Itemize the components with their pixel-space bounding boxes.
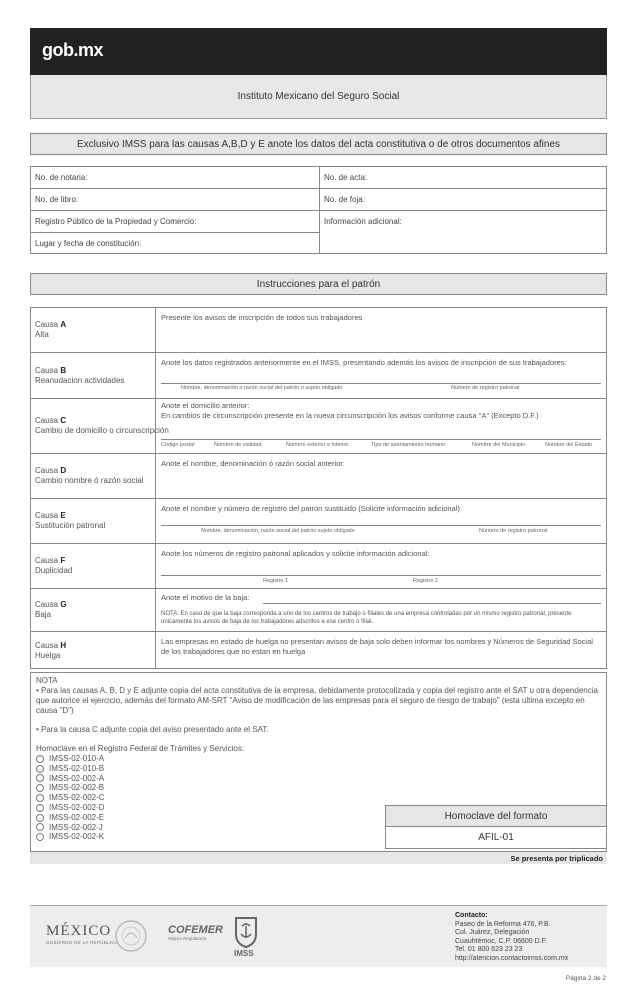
causa-text-a: Presente los avisos de inscripción de todos sus trabajadores — [161, 313, 363, 322]
homoclave-option[interactable]: IMSS-02-002-J — [36, 823, 601, 833]
causas-table — [30, 307, 607, 669]
causa-label-e: Causa E Sustitución patronal — [35, 511, 106, 530]
footer — [30, 905, 607, 967]
causa-g-input-line[interactable] — [263, 603, 601, 604]
causa-g-nota: NOTA: En caso de que la baja corresponda a uno de los centros de trabajo o filiales de una empresa controladas por un mismo registro patronal, presente unicamente los avisos de baja de los trabajadores adscritos a ese centro o filial. — [161, 611, 572, 625]
homoclave-formato-value: AFIL-01 — [385, 827, 607, 849]
causa-c-sub2: Número exterior e interior — [286, 442, 349, 448]
causa-c-input-line[interactable] — [161, 439, 601, 440]
causa-e-sub1: Nombre, denominación, razón social del patrón sujeto obligado — [201, 528, 355, 534]
causa-label-d: Causa D Cambio nombre ó razón social — [35, 466, 144, 485]
causa-row-a — [31, 308, 606, 353]
homoclave-option[interactable]: IMSS-02-010-B — [36, 764, 601, 774]
field-registro-publico[interactable]: Registro Público de la Propiedad y Comercio: — [35, 217, 197, 226]
causa-label-g: Causa G Baja — [35, 600, 67, 619]
homoclave-option[interactable]: IMSS-02-002-K — [36, 832, 601, 842]
radio-button[interactable] — [36, 823, 44, 831]
section-instrucciones-title: Instrucciones para el patrón — [30, 273, 607, 295]
causa-b-input-line[interactable] — [161, 383, 601, 384]
field-foja[interactable]: No. de foja: — [324, 195, 365, 204]
field-libro[interactable]: No. de libro: — [35, 195, 79, 204]
causa-f-sub1: Registro 1 — [263, 578, 289, 584]
causa-text-b: Anote los datos registrados anteriormente en el IMSS, presentando además los avisos de inscripción de sus trabajadores: — [161, 358, 567, 367]
causa-c-sub5: Nombre del Estado — [545, 442, 593, 448]
causa-label-a: Causa A Alta — [35, 320, 67, 339]
causa-c-sub1: Nombre de vialidad — [214, 442, 262, 448]
homoclave-option[interactable]: IMSS-02-002-B — [36, 783, 601, 793]
causa-row-g — [31, 589, 606, 632]
institution-title: Instituto Mexicano del Seguro Social — [30, 75, 607, 119]
causa-text-g: Anote el motivo de la baja: — [161, 593, 250, 602]
contact-url[interactable]: http://atencion.contactoimss.com.mx — [455, 954, 569, 962]
contact-line: Cuauhtémoc, C.P. 06600 D.F. — [455, 937, 548, 945]
field-info-adicional[interactable]: Información adicional: — [324, 217, 402, 226]
causa-label-c: Causa C Cambio de domicilio o circunscripción — [35, 416, 169, 435]
causa-row-b — [31, 353, 606, 399]
gob-mx-logo: gob.mx — [42, 40, 104, 60]
homoclave-option[interactable]: IMSS-02-010-A — [36, 754, 601, 764]
mexico-logo-text: MÉXICO — [46, 923, 112, 939]
field-notaria[interactable]: No. de notaria: — [35, 173, 88, 182]
causa-text-c1: Anote el domicilio anterior: — [161, 401, 250, 410]
radio-button[interactable] — [36, 765, 44, 773]
contact-line: Col. Juárez, Delegación — [455, 929, 530, 936]
causa-text-f: Anote los números de registro patronal aplicados y solicite información adicional: — [161, 549, 430, 558]
radio-button[interactable] — [36, 794, 44, 802]
radio-button[interactable] — [36, 814, 44, 822]
page-number: Página 2 de 2 — [565, 975, 606, 982]
contact-line: Paseo de la Reforma 476, P.B. — [455, 920, 551, 928]
causa-row-e — [31, 499, 606, 544]
causa-e-input-line[interactable] — [161, 525, 601, 526]
mexico-logo-sub: GOBIERNO DE LA REPÚBLICA — [46, 940, 119, 945]
triplicado-note: Se presenta por triplicado — [30, 851, 607, 864]
causa-b-sub2: Número de registro patronal — [451, 385, 520, 391]
causa-label-b: Causa B Reanudacion actividades — [35, 365, 125, 385]
radio-button[interactable] — [36, 774, 44, 782]
imss-logo-text: IMSS — [234, 949, 254, 958]
section-acta-title: Exclusivo IMSS para las causas A,B,D y E anote los datos del acta constitutiva o de otros documentos afines — [30, 133, 607, 155]
coat-of-arms-icon — [114, 916, 148, 956]
field-acta[interactable]: No. de acta: — [324, 173, 368, 182]
contact-title: Contacto: — [455, 912, 488, 919]
causa-row-h — [31, 632, 606, 669]
cofemer-logo: COFEMER Mejora Regulatoria — [168, 924, 223, 941]
radio-button[interactable] — [36, 784, 44, 792]
causa-c-sub3: Tipo de asentamiento humano — [371, 442, 446, 448]
homoclave-option[interactable]: IMSS-02-002-C — [36, 793, 601, 803]
causa-text-d: Anote el nombre, denominación ó razón social anterior: — [161, 459, 345, 468]
radio-button[interactable] — [36, 804, 44, 812]
acta-fields-table — [30, 166, 607, 254]
radio-button[interactable] — [36, 833, 44, 841]
homoclave-label: Homoclave en el Registro Federal de Trámites y Servicios: — [36, 744, 245, 753]
causa-text-e: Anote el nombre y número de registro del patrón sustituido (Solicite información adicional): — [161, 504, 462, 513]
causa-c-sub0: Código postal — [161, 442, 195, 448]
radio-button[interactable] — [36, 755, 44, 763]
causa-row-f — [31, 544, 606, 589]
imss-logo-icon — [233, 916, 259, 948]
causa-label-h: Causa H Huelga — [35, 640, 67, 660]
causa-row-d — [31, 454, 606, 499]
causa-label-f: Causa F Duplicidad — [35, 556, 73, 575]
causa-text-c2: En cambios de circunscripción presente en la nueva circunscripción los avisos conforme causa "A" (Excepto D.F.) — [161, 411, 539, 420]
contact-block — [455, 912, 568, 963]
field-lugar-fecha[interactable]: Lugar y fecha de constitución: — [35, 239, 142, 248]
causa-f-sub2: Registro 2 — [413, 578, 439, 584]
nota-line2: • Para la causa C adjunte copia del aviso presentado ante el SAT. — [36, 725, 269, 734]
nota-title: NOTA — [36, 676, 58, 685]
homoclave-option[interactable]: IMSS-02-002-A — [36, 774, 601, 784]
causa-text-h: Las empresas en estado de huelga no presentan avisos de baja solo deben informar los nombres y Números de Seguridad Social de los trabajadores que no estan en huelga — [161, 637, 593, 656]
causa-e-sub2: Número de registro patronal — [479, 528, 548, 534]
header-bar — [30, 28, 607, 75]
causa-c-sub4: Nombre del Municipio — [472, 442, 526, 448]
homoclave-option[interactable]: IMSS-02-002-E — [36, 813, 601, 823]
homoclave-option[interactable]: IMSS-02-002-D — [36, 803, 601, 813]
contact-phone: Tel. 01 800 623 23 23 — [455, 946, 523, 953]
causa-row-c — [31, 399, 606, 454]
nota-line1: • Para las causas A, B, D y E adjunte copia del acta constitutiva de la empresa, debidamente protocolizada y copia del registro ante el SAT u otra dependencia que autorice el ejercicio, además del formato AM-SRT "Aviso de modificación de las empresas para el seguro de riesgo de trabajo" (esta ultima excepto en causa "D") — [36, 686, 598, 715]
causa-f-input-line[interactable] — [161, 575, 601, 576]
causa-b-sub1: Nombre, denominación o razón social del patrón o sujeto obligado — [181, 385, 343, 391]
homoclave-formato-label: Homoclave del formato — [385, 805, 607, 827]
